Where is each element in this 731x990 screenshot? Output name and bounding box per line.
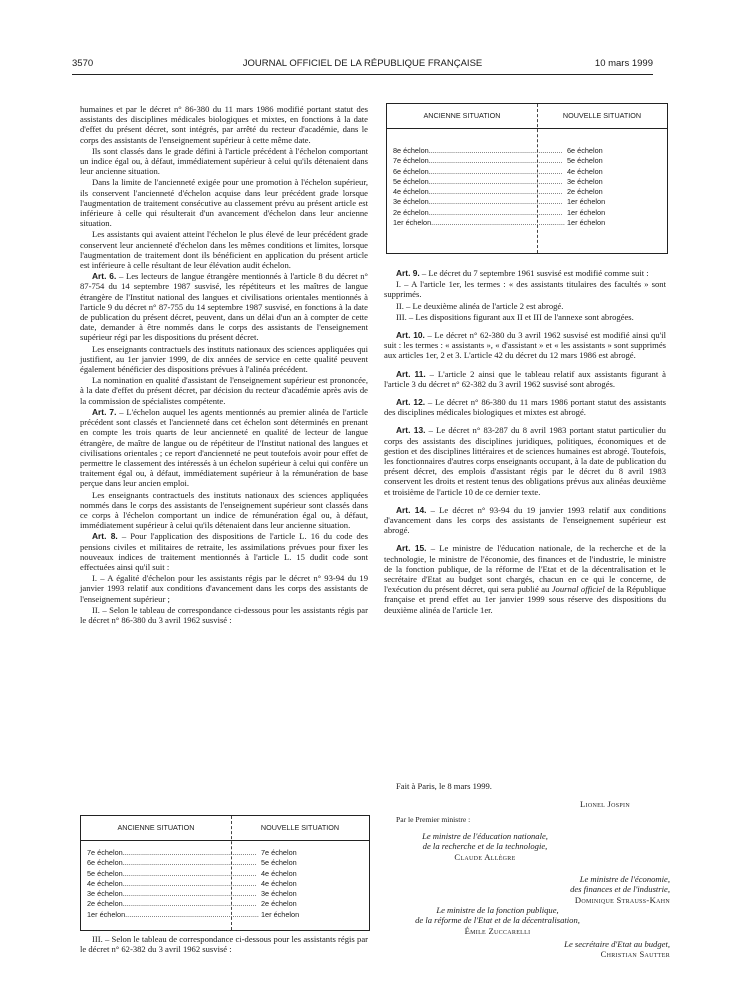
journal-title: JOURNAL OFFICIEL DE LA RÉPUBLIQUE FRANÇAISE bbox=[242, 58, 483, 69]
new-echelon-cell: 4e échelon bbox=[261, 878, 297, 888]
dot-leader: .................................................................. bbox=[122, 889, 257, 899]
table-row bbox=[81, 858, 369, 868]
old-echelon-cell bbox=[393, 156, 563, 166]
signature-budget bbox=[500, 939, 670, 960]
article-10 bbox=[384, 330, 666, 361]
paragraph: Ils sont classés dans le grade défini à l'article précédent à l'échelon comportant un indice égal ou, à défaut, immédiatement supérieur à celui qu'ils détenaient dans leur ancienne situation. bbox=[80, 145, 368, 177]
new-echelon-cell: 6e échelon bbox=[567, 146, 603, 155]
old-echelon-cell bbox=[87, 868, 257, 879]
signature-fonction-publique bbox=[385, 905, 610, 936]
article-label: Art. 8. bbox=[92, 531, 118, 542]
article-text: – Le décret n° 62-380 du 3 avril 1962 susvisé est modifié ainsi qu'il suit : les termes : « assistants », « d'assistant » et « les assistants » sont supprimés aux articles 1er, 2 et 3. L'article 42 du décret du 12 mars 1986 est abrogé. bbox=[384, 330, 666, 361]
old-echelon-label: 7e échelon bbox=[87, 848, 123, 857]
new-echelon-cell: 4e échelon bbox=[567, 166, 603, 176]
paragraph: II. – Le deuxième alinéa de l'article 2 est abrogé. bbox=[396, 300, 564, 311]
signatory-title: Le secrétaire d'Etat au budget, bbox=[564, 939, 670, 949]
old-echelon-cell bbox=[87, 889, 257, 899]
article-11 bbox=[384, 369, 666, 389]
left-column bbox=[80, 104, 368, 626]
column-header-old: ANCIENNE SITUATION bbox=[117, 823, 195, 832]
article-label: Art. 14. bbox=[396, 504, 427, 515]
old-echelon-cell bbox=[393, 197, 563, 207]
dot-leader: .................................................................. bbox=[428, 166, 563, 176]
paragraph: I. – A l'article 1er, les termes : « des assistants titulaires des facultés » sont supprimés. bbox=[384, 279, 666, 300]
signatory-name: Christian Sautter bbox=[600, 949, 670, 960]
journal-officiel-italic: Journal officiel bbox=[551, 584, 605, 595]
article-14 bbox=[384, 505, 666, 536]
signatory-title: Le ministre de la fonction publique, bbox=[436, 905, 559, 915]
signatory-title: Le ministre de l'économie, bbox=[579, 874, 670, 884]
article-6 bbox=[80, 271, 368, 342]
article-text: – Pour l'application des dispositions de l'article L. 16 du code des pensions civiles et militaires de retraite, les assimilations prévues pour fixer les nouveaux indices de traitement mentionnés à l'article L. 15 dudit code sont effectuées ainsi qu'il suit : bbox=[80, 531, 368, 572]
article-8 bbox=[80, 531, 368, 572]
old-echelon-label: 6e échelon bbox=[87, 858, 123, 868]
new-echelon-cell: 2e échelon bbox=[567, 187, 603, 197]
paragraph: Les enseignants contractuels des instituts nationaux des sciences appliquées nommés dans le corps des assistants de l'enseignement supérieur sont classés dans ce corps à l'échelon comportant un indice de rémunération égal ou, à défaut, immédiatement supérieur à celui qu'ils détenaient dans leur ancienne situation. bbox=[80, 489, 368, 531]
old-echelon-label: 7e échelon bbox=[393, 156, 429, 166]
column-header-new: NOUVELLE SITUATION bbox=[562, 111, 642, 120]
table-row bbox=[81, 848, 369, 858]
article-label: Art. 13. bbox=[396, 425, 426, 436]
page-number: 3570 bbox=[72, 58, 94, 69]
table-row bbox=[387, 197, 667, 207]
dot-leader: .................................................................. bbox=[428, 197, 563, 207]
column-header-new: NOUVELLE SITUATION bbox=[260, 823, 340, 832]
old-echelon-cell bbox=[87, 858, 257, 868]
new-echelon-cell: 1er échelon bbox=[261, 909, 300, 919]
dot-leader: .................................................................. bbox=[122, 848, 257, 857]
article-text: – L'article 2 ainsi que le tableau relatif aux assistants figurant à l'article 3 du décret n° 62-382 du 3 avril 1962 susvisé sont abrogés. bbox=[384, 368, 666, 389]
paragraph: La nomination en qualité d'assistant de l'enseignement supérieur est prononcée, à la date d'effet du présent décret, par décision du recteur d'académie après avis de la commission de spécialistes compétente. bbox=[80, 375, 368, 406]
article-text: – Les lecteurs de langue étrangère mentionnés à l'article 8 du décret n° 87-754 du 14 septembre 1987 susvisé, les répétiteurs et les maîtres de langue étrangère de l'Institut national des langues et civilisations orientales mentionnés à l'article 9 du décret n° 87-755 du 14 septembre 1987 susvisé, en fonctions à la date de publication du présent décret, peuvent, dans un délai d'un an à compter de cette date, demander à être nommés dans le corps des assistants de l'enseignement supérieur régi par les dispositions du présent décret. bbox=[80, 271, 368, 343]
old-echelon-label: 1er échelon bbox=[393, 218, 432, 228]
article-label: Art. 7. bbox=[92, 406, 117, 417]
table-row bbox=[387, 187, 667, 197]
table-row bbox=[387, 208, 667, 218]
table-row bbox=[81, 910, 369, 920]
old-echelon-label: 1er échelon bbox=[87, 909, 126, 919]
article-15 bbox=[384, 543, 666, 614]
new-echelon-cell: 5e échelon bbox=[261, 858, 297, 868]
dot-leader: .................................................................. bbox=[428, 187, 563, 197]
old-echelon-cell bbox=[393, 218, 565, 228]
old-echelon-label: 2e échelon bbox=[393, 207, 429, 217]
article-13 bbox=[384, 425, 666, 496]
new-echelon-cell: 2e échelon bbox=[261, 899, 297, 909]
article-9 bbox=[384, 268, 666, 278]
signatory-name: Claude Allègre bbox=[454, 851, 516, 862]
signatory-title: de la recherche et de la technologie, bbox=[422, 841, 548, 852]
signature-economy bbox=[500, 874, 670, 905]
paragraph: III. – Les dispositions figurant aux II et III de l'annexe sont abrogées. bbox=[396, 311, 634, 322]
paragraph: Les enseignants contractuels des instituts nationaux des sciences appliquées qui justifient, au 1er janvier 1999, de dix années de service en cette qualité peuvent également bénéficier des dispositions prévues à l'alinéa précédent. bbox=[80, 343, 368, 375]
signatory-title: Le ministre de l'éducation nationale, bbox=[422, 831, 548, 841]
dot-leader: .................................................................. bbox=[431, 218, 565, 228]
old-echelon-cell bbox=[87, 878, 257, 889]
table-row bbox=[81, 889, 369, 899]
old-echelon-label: 4e échelon bbox=[393, 187, 429, 197]
paragraph: Les assistants qui avaient atteint l'échelon le plus élevé de leur précédent grade conservent leur ancienneté d'échelon dans les mêmes conditions et limites, lorsque l'augmentation de traitement dont ils bénéficient en application du présent article est inférieure à celle résultant de leur élévation audit échelon. bbox=[80, 229, 368, 271]
correspondence-table-2 bbox=[80, 815, 370, 931]
pm-signature-name: Lionel Jospin bbox=[580, 799, 630, 809]
article-text: de la République française et prend effet au 1er janvier 1999 sous réserve des dispositions du deuxième alinéa de l'article 1er. bbox=[384, 584, 666, 615]
article-7 bbox=[80, 407, 368, 489]
signatory-title: de la réforme de l'Etat et de la décentralisation, bbox=[415, 915, 580, 926]
article-label: Art. 12. bbox=[396, 397, 426, 408]
table-header bbox=[387, 104, 667, 129]
table-header bbox=[81, 816, 369, 841]
paragraph: Dans la limite de l'ancienneté exigée pour une promotion à l'échelon supérieur, ils conservent l'ancienneté d'échelon acquise dans leur précédent grade lorsque l'augmentation de traitement consécutive au classement prévu au présent article est inférieure à celle qui résulterait d'un avancement d'échelon dans leur ancienne situation. bbox=[80, 177, 368, 229]
paragraph: humaines et par le décret n° 86-380 du 11 mars 1986 modifié portant statut des assistants des disciplines médicales biologiques et mixtes, en fonctions à la date d'effet du présent décret, sont intégrés, par arrêté du recteur d'académie, dans le corps des assistants de l'enseignement supérieur à cette même date. bbox=[80, 104, 368, 145]
dot-leader: .................................................................. bbox=[122, 878, 257, 888]
issue-date: 10 mars 1999 bbox=[594, 58, 653, 69]
table-row bbox=[81, 899, 369, 909]
article-label: Art. 10. bbox=[396, 330, 425, 341]
article-label: Art. 9. bbox=[396, 268, 420, 278]
table-row bbox=[387, 146, 667, 156]
table-body bbox=[387, 146, 667, 228]
right-column bbox=[384, 268, 666, 616]
pm-intro: Par le Premier ministre : bbox=[396, 815, 471, 824]
signatory-name: Dominique Strauss-Kahn bbox=[574, 894, 670, 905]
old-echelon-cell bbox=[393, 176, 563, 187]
old-echelon-label: 4e échelon bbox=[87, 878, 123, 888]
header-rule bbox=[72, 74, 653, 75]
dot-leader: .................................................................. bbox=[122, 858, 257, 868]
paragraph: I. – A égalité d'échelon pour les assistants régis par le décret n° 93-94 du 19 janvier 1993 relatif aux conditions d'avancement dans les corps des assistants de l'enseignement supérieur ; bbox=[80, 573, 368, 604]
old-echelon-label: 3e échelon bbox=[87, 889, 123, 899]
article-label: Art. 15. bbox=[396, 543, 427, 554]
article-text: – Le décret n° 83-287 du 8 avril 1983 portant statut particulier du corps des assistants des disciplines juridiques, politiques, économiques et de gestion et des disciplines littéraires et de sciences humaines est abrogé. Toutefois, les fonctionnaires d'autres corps enseignants occupant, à la date de publication du présent décret, des emplois d'assistant régis par le décret du 8 avril 1983 conservent les droits et restent tenus des obligations prévus aux alinéas deuxième et troisième de l'article 10 de ce dernier texte. bbox=[384, 425, 666, 497]
new-echelon-cell: 5e échelon bbox=[567, 156, 603, 166]
old-echelon-label: 5e échelon bbox=[87, 868, 123, 878]
article-12 bbox=[384, 397, 666, 417]
article-text: – Le ministre de l'éducation nationale, de la recherche et de la technologie, le ministre de l'économie, des finances et de l'industrie, le ministre de la fonction publique, de la réforme de l'Etat et de la décentralisation et le secrétaire d'Etat au budget sont chargés, chacun en ce qui le concerne, de l'exécution du présent décret, qui sera publié au bbox=[384, 543, 666, 595]
old-echelon-cell bbox=[393, 146, 563, 156]
signatory-name: Émile Zuccarelli bbox=[464, 925, 531, 936]
signatory-title: des finances et de l'industrie, bbox=[570, 884, 670, 895]
article-text: – Le décret n° 86-380 du 11 mars 1986 portant statut des assistants des disciplines médicales biologiques et mixtes est abrogé. bbox=[384, 397, 666, 418]
article-text: – L'échelon auquel les agents mentionnés au premier alinéa de l'article précédent sont classés et l'ancienneté dans cet échelon sont déterminés en prenant en compte les trois quarts de leur ancienneté en qualité de lecteur de langue étrangère, de maître de langue ou de répétiteur de l'Institut national des langues et civilisations orientales ; ce report d'ancienneté ne peut toutefois avoir pour effet de permettre le classement des intéressés à un échelon supérieur à celui qui confère un traitement égal ou, à défaut, immédiatement supérieur à la rémunération de base perçue dans leur ancien emploi. bbox=[80, 406, 368, 489]
dot-leader: .................................................................. bbox=[428, 156, 563, 166]
correspondence-table-1 bbox=[386, 103, 668, 254]
old-echelon-cell bbox=[87, 909, 259, 920]
new-echelon-cell: 7e échelon bbox=[261, 848, 297, 857]
old-echelon-cell bbox=[87, 848, 257, 858]
table-row bbox=[387, 218, 667, 228]
paragraph: II. – Selon le tableau de correspondance ci-dessous pour les assistants régis par le décret n° 86-380 du 3 avril 1962 susvisé : bbox=[80, 604, 368, 625]
old-echelon-cell bbox=[393, 207, 563, 218]
table-body bbox=[81, 848, 369, 920]
old-echelon-cell bbox=[393, 187, 563, 197]
old-echelon-label: 3e échelon bbox=[393, 197, 429, 207]
table-row bbox=[387, 177, 667, 187]
dot-leader: .................................................................. bbox=[428, 146, 563, 155]
article-label: Art. 11. bbox=[396, 368, 426, 379]
table-row bbox=[387, 167, 667, 177]
left-column-bottom bbox=[80, 934, 368, 954]
table-row bbox=[81, 869, 369, 879]
dot-leader: .................................................................. bbox=[428, 207, 563, 217]
article-text: – Le décret n° 93-94 du 19 janvier 1993 relatif aux conditions d'avancement dans les corps des assistants de l'enseignement supérieur est abrogé. bbox=[384, 504, 666, 536]
article-label: Art. 6. bbox=[92, 271, 117, 282]
dot-leader: .................................................................. bbox=[122, 899, 257, 909]
new-echelon-cell: 3e échelon bbox=[567, 176, 603, 186]
dot-leader: .................................................................. bbox=[125, 909, 259, 919]
table-row bbox=[387, 156, 667, 166]
new-echelon-cell: 4e échelon bbox=[261, 868, 297, 878]
old-echelon-cell bbox=[87, 899, 257, 909]
old-echelon-label: 5e échelon bbox=[393, 176, 429, 186]
new-echelon-cell: 3e échelon bbox=[261, 889, 297, 899]
signature-education bbox=[385, 831, 585, 862]
old-echelon-label: 6e échelon bbox=[393, 166, 429, 176]
page-header bbox=[72, 58, 653, 72]
new-echelon-cell: 1er échelon bbox=[567, 218, 606, 228]
place-date: Fait à Paris, le 8 mars 1999. bbox=[396, 781, 492, 791]
paragraph: III. – Selon le tableau de correspondance ci-dessous pour les assistants régis par le décret n° 62-382 du 3 avril 1962 susvisé : bbox=[80, 934, 368, 955]
dot-leader: .................................................................. bbox=[122, 868, 257, 878]
article-text: – Le décret du 7 septembre 1961 susvisé est modifié comme suit : bbox=[419, 268, 649, 278]
column-header-old: ANCIENNE SITUATION bbox=[423, 111, 501, 120]
new-echelon-cell: 1er échelon bbox=[567, 197, 606, 207]
table-row bbox=[81, 879, 369, 889]
old-echelon-label: 2e échelon bbox=[87, 899, 123, 909]
dot-leader: .................................................................. bbox=[428, 176, 563, 186]
new-echelon-cell: 1er échelon bbox=[567, 207, 606, 217]
old-echelon-cell bbox=[393, 166, 563, 177]
old-echelon-label: 8e échelon bbox=[393, 146, 429, 155]
